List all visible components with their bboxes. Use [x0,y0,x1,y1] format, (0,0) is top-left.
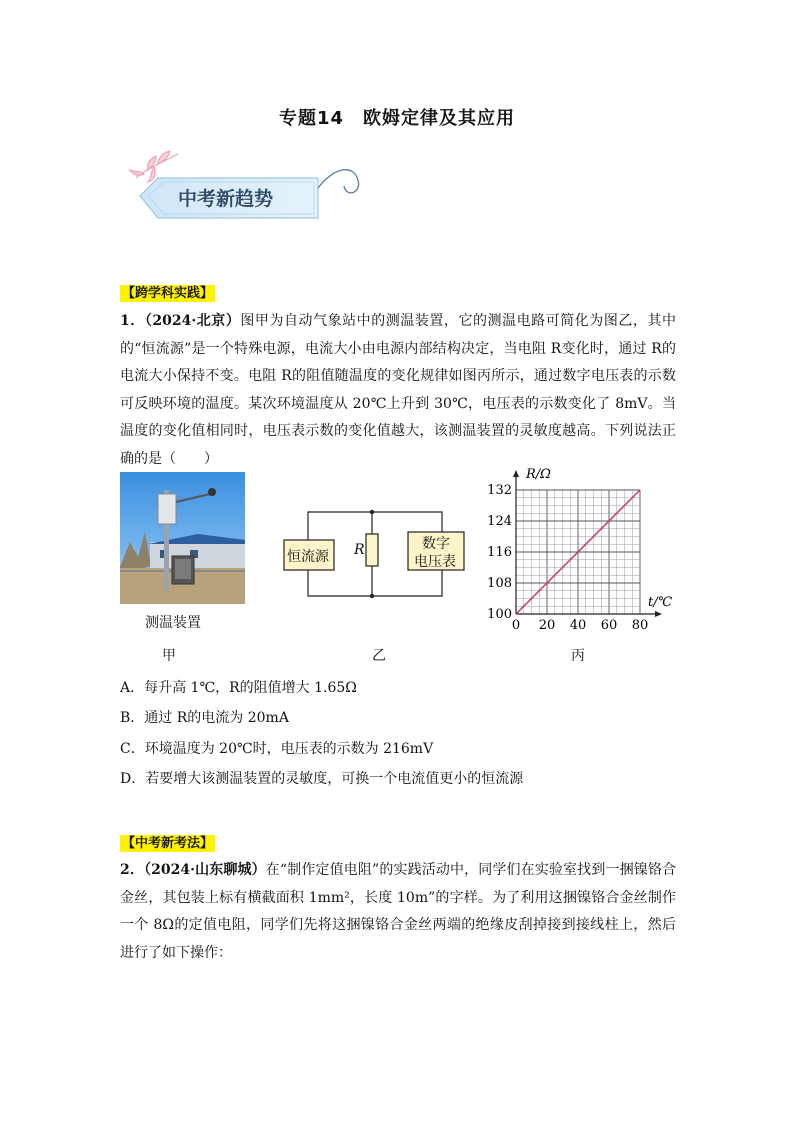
section-tag-2: 【中考新考法】 [122,836,214,851]
option-c: C．环境温度为 20℃时，电压表的示数为 216mV [120,741,434,757]
resistance-temperature-chart [484,462,684,637]
banner-text: 中考新趋势 [178,188,274,210]
option-b: B．通过 R的电流为 20mA [120,710,289,726]
voltmeter-label-2: 电压表 [414,554,456,570]
figure-label-a: 甲 [162,648,176,664]
option-d: D．若要增大该测温装置的灵敏度，可换一个电流值更小的恒流源 [120,771,524,787]
x-axis-arrow [655,611,662,617]
resistor-label: R [354,542,365,558]
question-text: 图甲为自动气象站中的测温装置，它的测温电路可简化为图乙，其中的“恒流源”是一个特殊电源，电流大小由电源内部结构决定，当电阻 R变化时，通过 R的电流大小保持不变。电阻 R的阻值随温度的变化规律如图丙所示，通过数字电压表的示数可反映环境的温度。某次环境温度从 20℃上升到 30℃，电压表的示数变化了 8mV。当温度的变化值相同时，电压表示数的变化值越大，该测温装置的灵敏度越高。下列说法正确的是（ ） [120,313,677,467]
question-source: （2024·北京） [144,313,241,329]
x-tick-label: 80 [631,618,649,633]
y-tick-label: 116 [487,545,512,560]
figure-label-b: 乙 [372,648,386,664]
option-a: A．每升高 1℃，R的阻值增大 1.65Ω [120,680,357,696]
y-tick-label: 132 [487,483,512,498]
y-tick-label: 108 [487,576,512,591]
x-axis-label: t/℃ [648,595,673,610]
question-number: 1． [120,313,145,329]
y-axis-label: R/Ω [526,467,551,482]
weather-station-photo [120,472,245,604]
page-title: 专题14 欧姆定律及其应用 [278,108,516,129]
question-source-2: （2024·山东聊城） [144,862,266,878]
question-1 [120,308,676,473]
y-tick-label: 124 [487,514,512,529]
trend-banner [118,148,368,228]
x-tick-label: 60 [600,618,618,633]
photo-caption: 测温装置 [145,615,201,631]
x-tick-label: 20 [538,618,556,633]
y-tick-label: 100 [487,607,512,622]
circuit-diagram [280,492,470,612]
question-2 [120,857,676,967]
figure-label-c: 丙 [571,648,585,664]
current-source-label: 恒流源 [287,549,329,565]
voltmeter-label-1: 数字 [422,536,450,552]
x-tick-label: 0 [511,618,521,633]
leaf-icon [130,151,178,182]
question-text-2: 在“制作定值电阻”的实践活动中，同学们在实验室找到一捆镍铬合金丝，其包装上标有横截面积 1mm²，长度 10m”的字样。为了利用这捆镍铬合金丝制作一个 8Ω的定值电阻，同学们先将这捆镍铬合金丝两端的绝缘皮刮掉接到接线柱上，然后进行了如下操作： [120,862,676,961]
section-tag: 【跨学科实践】 [122,286,214,301]
question-number-2: 2． [120,862,145,878]
x-tick-label: 40 [569,618,587,633]
y-axis-arrow [513,470,519,477]
